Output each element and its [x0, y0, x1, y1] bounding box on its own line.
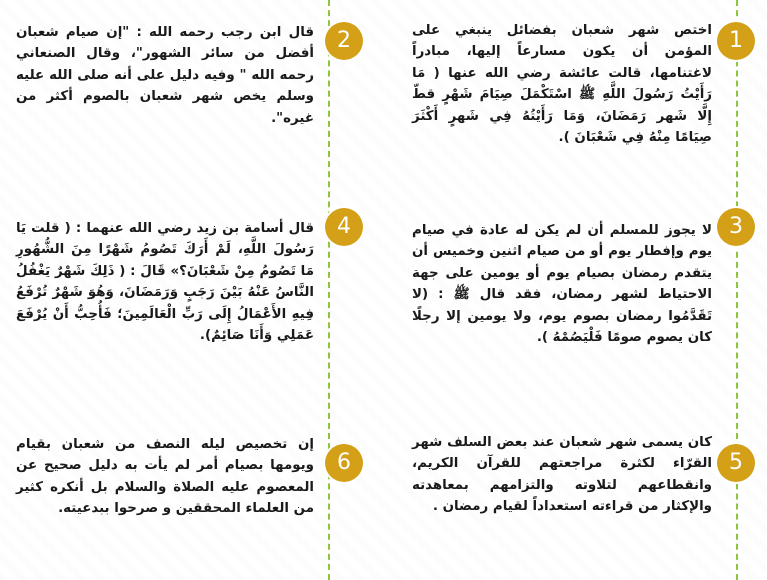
number-badge-2: 2 — [325, 22, 363, 60]
number-badge-5: 5 — [717, 444, 755, 482]
number-badge-3: 3 — [717, 208, 755, 246]
number-badge-6: 6 — [325, 444, 363, 482]
item-6-text: إن تخصيص ليله النصف من شعبان بقيام ويومها بصيام أمر لم يأت به دليل صحيح عن المعصوم عليه الصلاة والسلام بل أنكره كثير من العلماء المحققين و صرحوا ببدعيته. — [16, 437, 314, 517]
number-badge-4: 4 — [325, 208, 363, 246]
item-1-text: اختص شهر شعبان بفضائل ينبغي على المؤمن أن يكون مسارعاً إليها، مبادراً لاغتنامها، قالت عائشة رضي الله عنها ( مَا رَأَيْتُ رَسُولَ اللَّهِ ﷺ اسْتَكْمَلَ صِيَامَ شَهْرٍ قطّ إِلَّا شَهر رَمَضَانَ، وَمَا رَأَيْتُهُ فِي شَهرٍ أَكْثَرَ صِيَامًا مِنْهُ فِي شَعْبَانَ ). — [412, 23, 712, 146]
number-badge-1: 1 — [717, 22, 755, 60]
item-5-text: كان يسمى شهر شعبان عند بعض السلف شهر القرّاء لكثرة مراجعتهم للقرآن الكريم، وانقطاعهم لتلاوته والتزامهم بمعاهدته والإكثار من قراءته استعداداً لقيام رمضان . — [412, 435, 712, 515]
item-3-text: لا يجوز للمسلم أن لم يكن له عادة في صيام يوم وإفطار يوم أو من صيام اثنين وخميس أن يتقدم رمضان بصيام يوم أو يومين على جهة الاحتياط لشهر رمضان، فقد قال ﷺ : (لا تَقَدَّمُوا رمضان بصوم يوم، ولا يومين إلا رجلًا كان يصوم صومًا فَلْيَصُمْهُ ). — [412, 223, 712, 346]
item-4-text: قال أسامة بن زيد رضي الله عنهما : ( قلت يَا رَسُولَ اللَّهِ، لَمْ أَرَكَ تَصُومُ شَهْرًا مِنَ الشُّهُورِ مَا تَصُومُ مِنْ شَعْبَانَ؟» قَالَ : ( ذَلِكَ شَهْرٌ يَغْفُلُ النَّاسُ عَنْهُ بَيْنَ رَجَبٍ وَرَمَضَانَ، وَهُوَ شَهْرٌ تُرْفَعُ فِيهِ الأَعْمَالُ إِلَى رَبِّ الْعَالَمِينَ؛ فَأُحِبُّ أَنْ يُرْفَعَ عَمَلِي وَأَنَا صَائِمٌ). — [16, 221, 314, 344]
dashed-divider-right — [736, 0, 738, 580]
item-2-text: قال ابن رجب رحمه الله : "إن صيام شعبان أفضل من سائر الشهور"، وقال الصنعاني رحمه الله " وفيه دليل على أنه صلى الله عليه وسلم يخص شهر شعبان بالصوم أكثر من غيره". — [16, 25, 314, 126]
dashed-divider-left — [328, 0, 330, 580]
